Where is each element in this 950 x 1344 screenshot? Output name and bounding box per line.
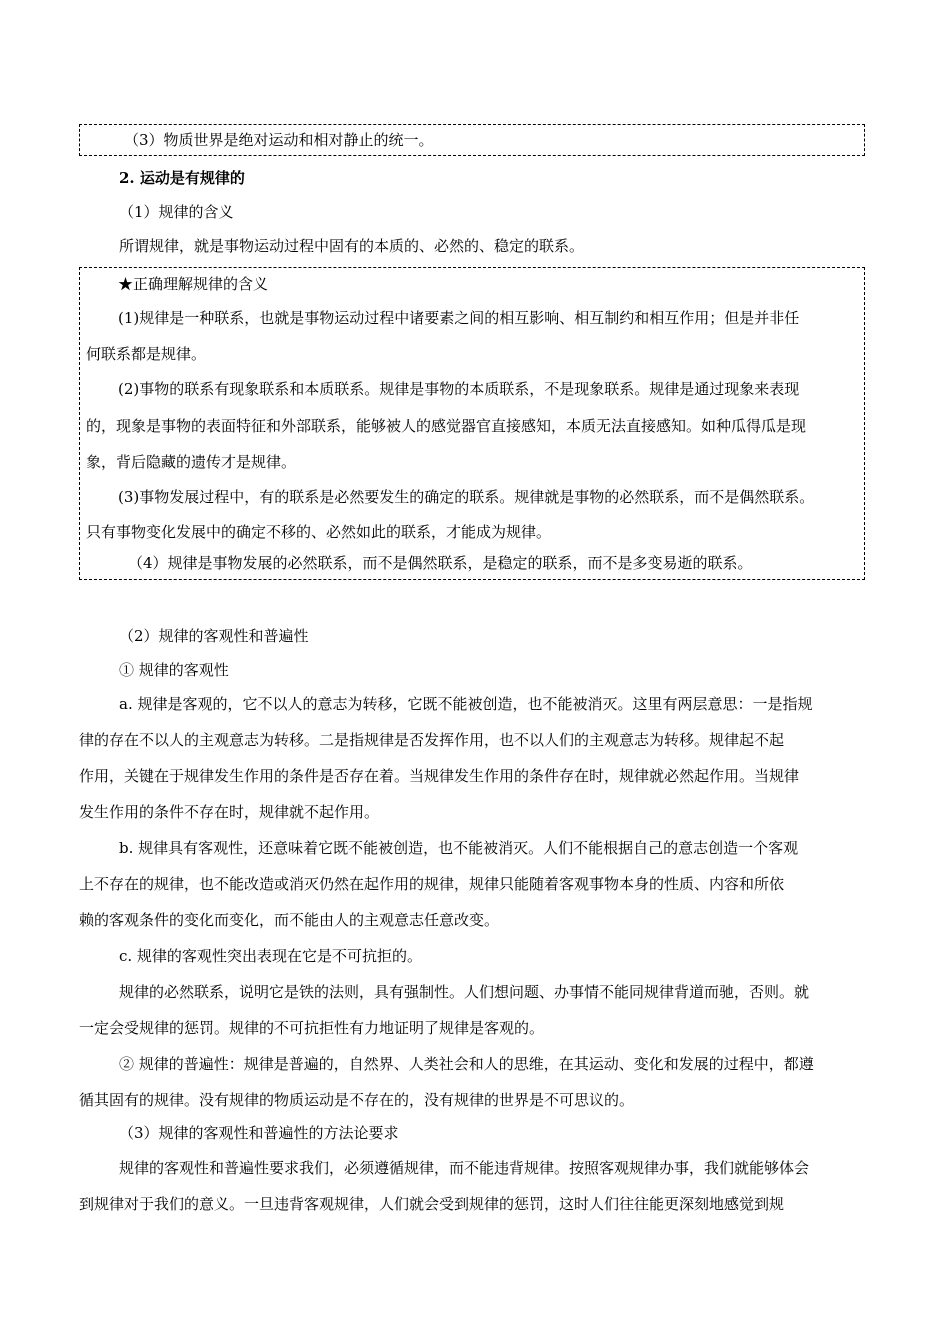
paragraph-line: 作用，关键在于规律发生作用的条件是否存在着。当规律发生作用的条件存在时，规律就必然起作用。当规律 bbox=[79, 767, 800, 785]
subheading: （2）规律的客观性和普遍性 bbox=[119, 627, 309, 645]
paragraph-line: 所谓规律，就是事物运动过程中固有的本质的、必然的、稳定的联系。 bbox=[119, 237, 585, 255]
paragraph-line: b. 规律具有客观性，还意味着它既不能被创造，也不能被消灭。人们不能根据自己的意志创造一个客观 bbox=[119, 839, 799, 857]
note-text: （4）规律是事物发展的必然联系，而不是偶然联系，是稳定的联系，而不是多变易逝的联系。 bbox=[128, 554, 753, 572]
note-box-law-meaning bbox=[79, 267, 865, 580]
subheading: ① 规律的客观性 bbox=[119, 661, 229, 679]
paragraph-line: 规律的必然联系，说明它是铁的法则，具有强制性。人们想问题、办事情不能同规律背道而驰，否则。就 bbox=[119, 983, 810, 1001]
paragraph-line: a. 规律是客观的，它不以人的意志为转移，它既不能被创造，也不能被消灭。这里有两层意思：一是指规 bbox=[119, 695, 813, 713]
note-text: (2)事物的联系有现象联系和本质联系。规律是事物的本质联系，不是现象联系。规律是通过现象来表现 bbox=[118, 380, 800, 398]
paragraph-line: 一定会受规律的惩罚。规律的不可抗拒性有力地证明了规律是客观的。 bbox=[79, 1019, 545, 1037]
paragraph-line: 上不存在的规律，也不能改造或消灭仍然在起作用的规律，规律只能随着客观事物本身的性质、内容和所依 bbox=[79, 875, 785, 893]
note-text: 象，背后隐藏的遗传才是规律。 bbox=[86, 453, 297, 471]
note-title: ★正确理解规律的含义 bbox=[118, 275, 269, 293]
subheading: （3）规律的客观性和普遍性的方法论要求 bbox=[119, 1124, 399, 1142]
paragraph-line: ② 规律的普遍性：规律是普遍的，自然界、人类社会和人的思维，在其运动、变化和发展的过程中，都遵 bbox=[119, 1055, 814, 1073]
paragraph-line: 循其固有的规律。没有规律的物质运动是不存在的，没有规律的世界是不可思议的。 bbox=[79, 1091, 635, 1109]
note-text: 何联系都是规律。 bbox=[86, 345, 207, 363]
note-text: 只有事物变化发展中的确定不移的、必然如此的联系，才能成为规律。 bbox=[86, 523, 552, 541]
paragraph-line: 发生作用的条件不存在时，规律就不起作用。 bbox=[79, 803, 380, 821]
paragraph-line: c. 规律的客观性突出表现在它是不可抗拒的。 bbox=[119, 947, 422, 965]
paragraph-line: 规律的客观性和普遍性要求我们，必须遵循规律，而不能违背规律。按照客观规律办事，我们就能够体会 bbox=[119, 1159, 810, 1177]
note-box-motion bbox=[79, 124, 865, 156]
note-text: 的，现象是事物的表面特征和外部联系，能够被人的感觉器官直接感知，本质无法直接感知。如种瓜得瓜是现 bbox=[86, 417, 807, 435]
paragraph-line: 到规律对于我们的意义。一旦违背客观规律，人们就会受到规律的惩罚，这时人们往往能更深刻地感觉到规 bbox=[79, 1195, 785, 1213]
note-text: (1)规律是一种联系，也就是事物运动过程中诸要素之间的相互影响、相互制约和相互作用；但是并非任 bbox=[118, 309, 800, 327]
paragraph-line: 赖的客观条件的变化而变化，而不能由人的主观意志任意改变。 bbox=[79, 911, 500, 929]
paragraph-line: 律的存在不以人的主观意志为转移。二是指规律是否发挥作用，也不以人们的主观意志为转移。规律起不起 bbox=[79, 731, 785, 749]
section-heading: 2. 运动是有规律的 bbox=[119, 169, 245, 187]
note-text: (3)事物发展过程中，有的联系是必然要发生的确定的联系。规律就是事物的必然联系，而不是偶然联系。 bbox=[118, 488, 815, 506]
subheading: （1）规律的含义 bbox=[119, 203, 234, 221]
note-text: （3）物质世界是绝对运动和相对静止的统一。 bbox=[124, 131, 434, 149]
